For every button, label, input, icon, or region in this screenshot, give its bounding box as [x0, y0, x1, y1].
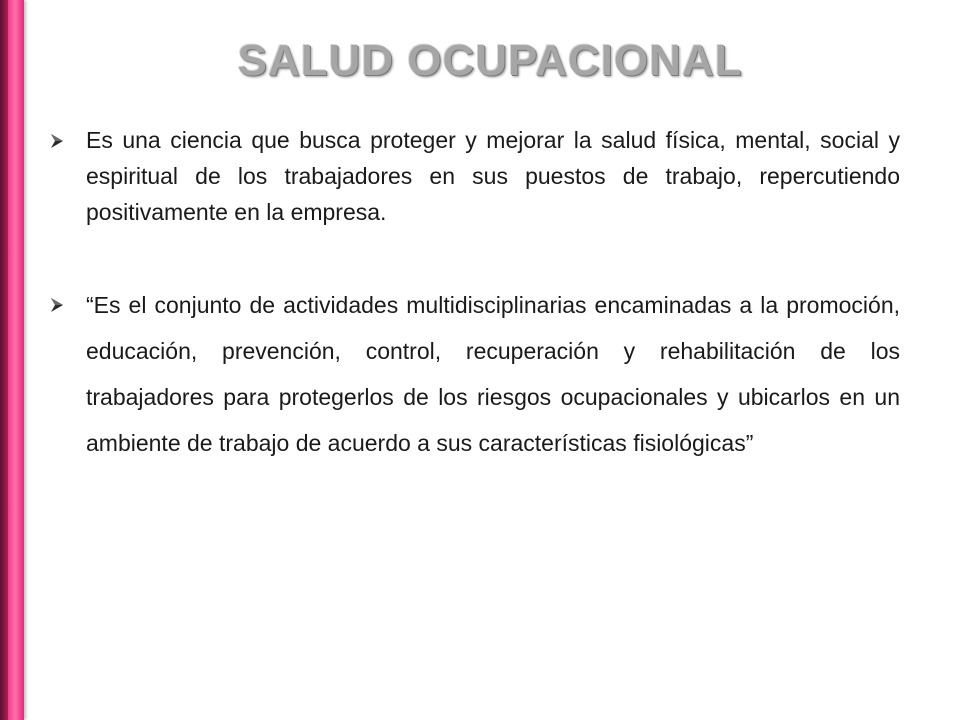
bullet-item	[48, 122, 900, 230]
slide-title: SALUD OCUPACIONAL	[237, 36, 743, 85]
bullet-text: “Es el conjunto de actividades multidisciplinarias encaminadas a la promoción, educación, prevención, control, recuperación y rehabilitación de los trabajadores para protegerlos de los riesgos ocupacionales y ubicarlos en un ambiente de trabajo de acuerdo a sus características fisiológicas”	[86, 292, 900, 456]
bullet-text: Es una ciencia que busca proteger y mejorar la salud física, mental, social y espiritual de los trabajadores en sus puestos de trabajo, repercutiendo positivamente en la empresa.	[86, 127, 900, 225]
arrow-bullet-icon	[48, 132, 66, 150]
bullet-item	[48, 282, 900, 466]
left-pink-accent-bar	[8, 0, 24, 720]
bullet-list	[48, 122, 900, 466]
left-dark-accent-bar	[0, 0, 8, 720]
arrow-bullet-icon	[48, 296, 66, 314]
